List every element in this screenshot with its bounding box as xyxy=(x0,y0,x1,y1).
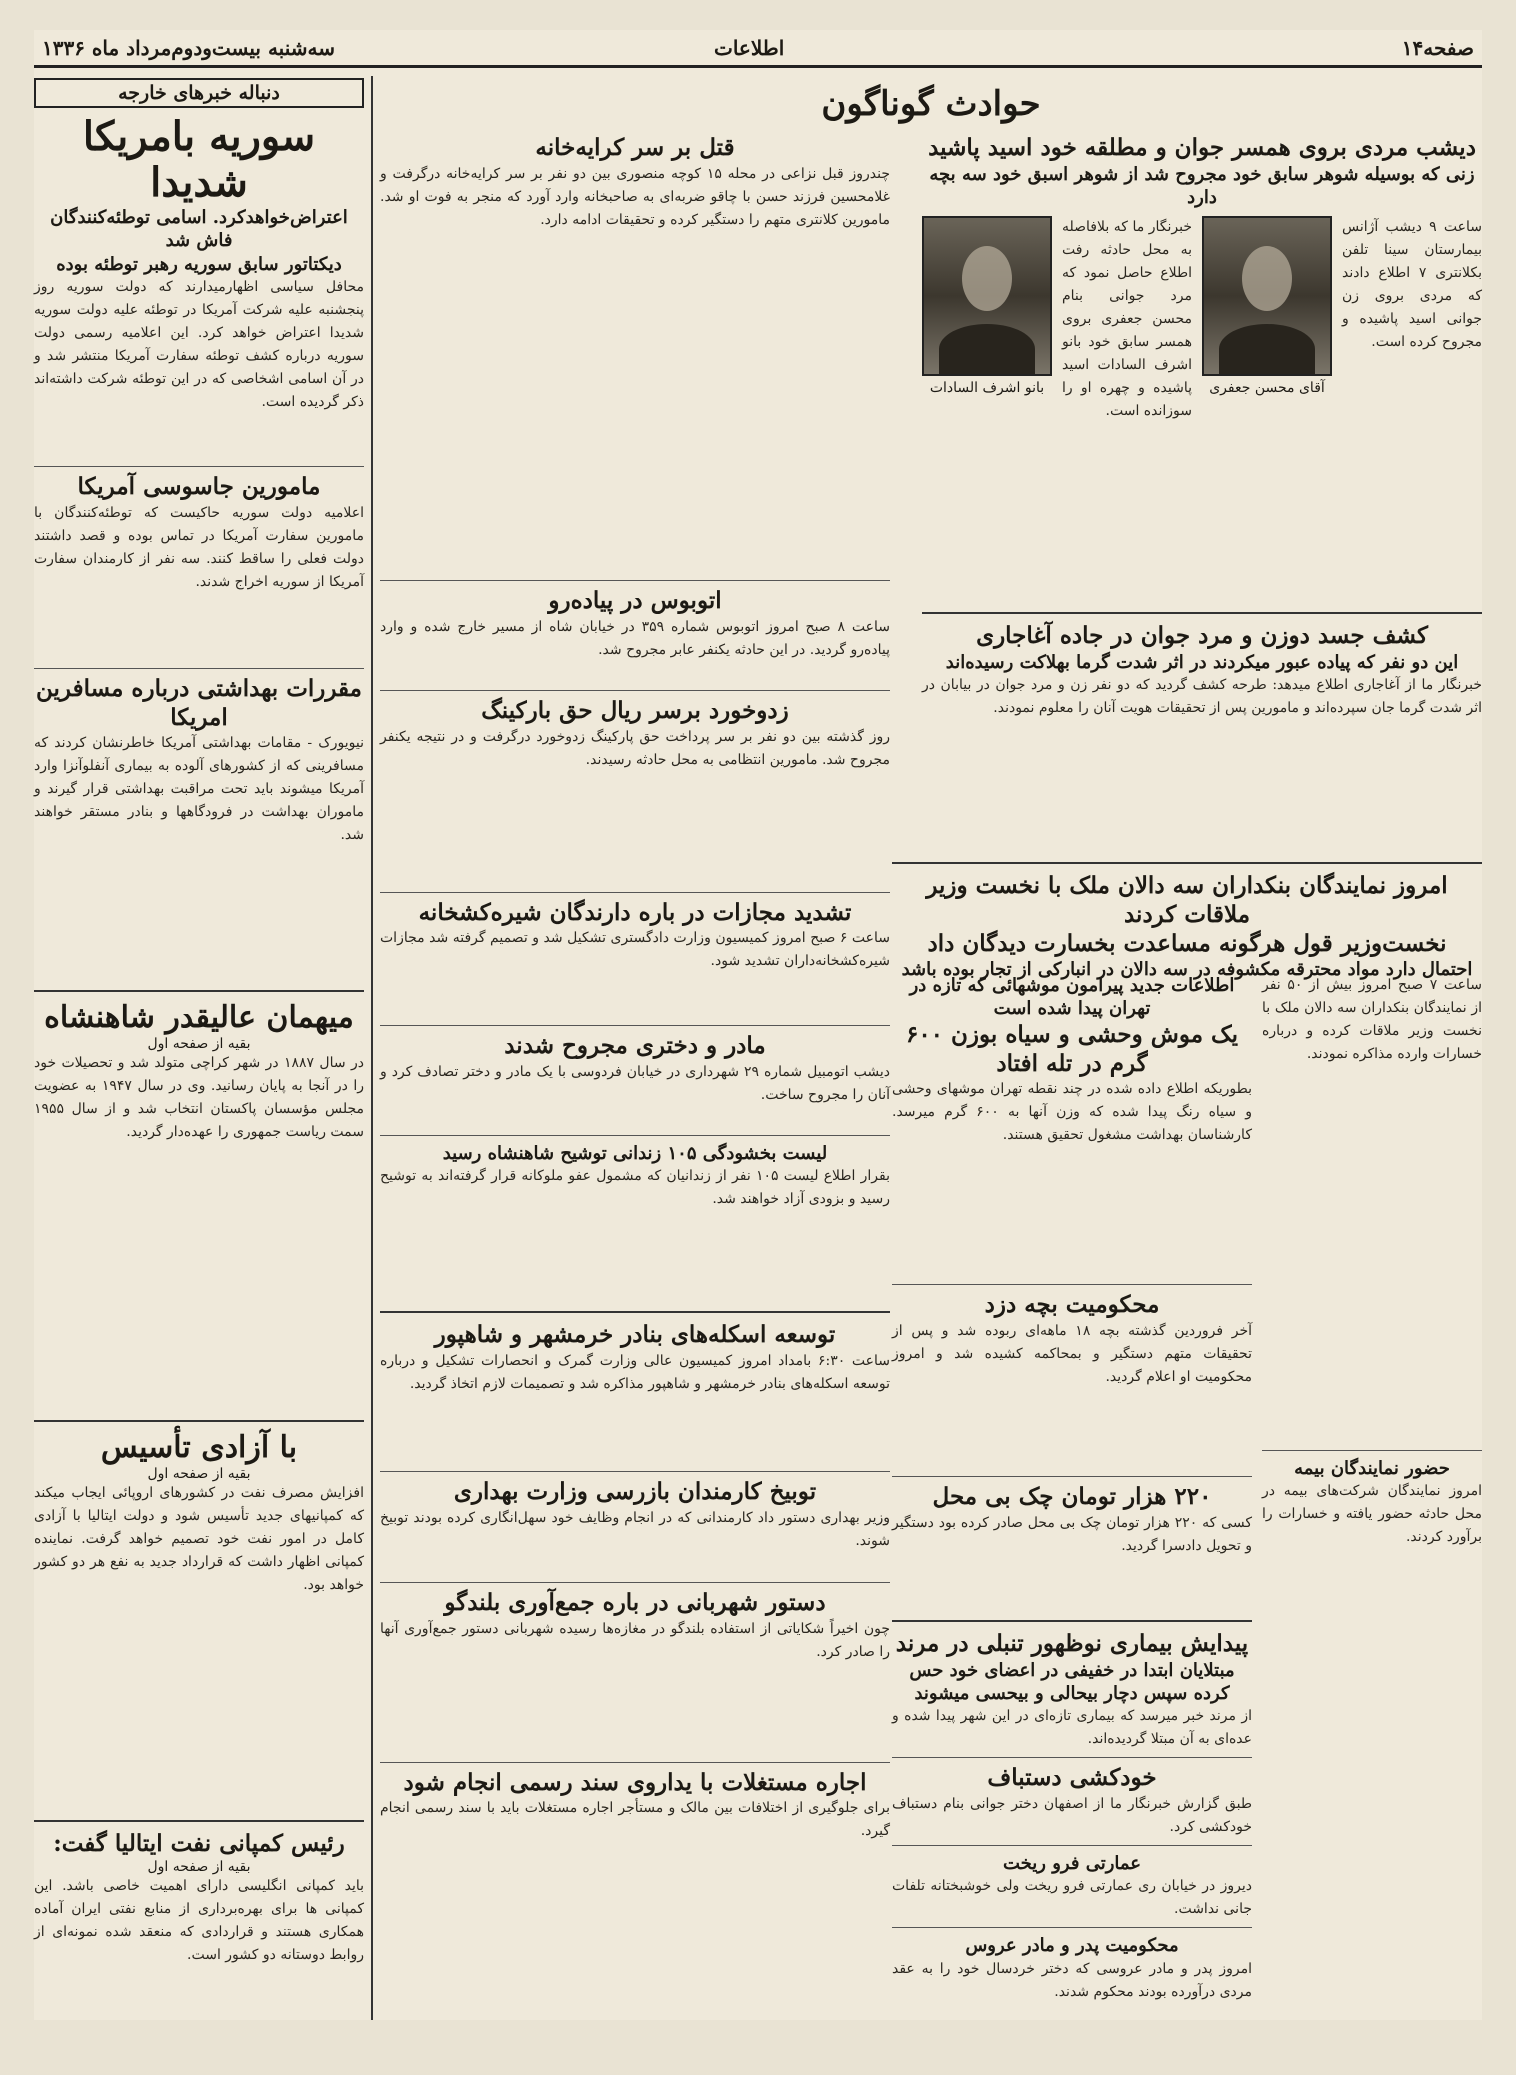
bad-check-body: کسی که ۲۲۰ هزار تومان چک بی محل صادر کرده بود دستگیر و تحویل دادسرا گردید. xyxy=(892,1514,1252,1554)
bad-check-headline: ۲۲۰ هزار تومان چک بی محل xyxy=(932,1483,1212,1511)
syria-headline: سوریه بامریکا شدیدا xyxy=(82,113,316,206)
guest-headline: میهمان عالیقدر شاهنشاه xyxy=(44,1000,354,1036)
freedom-note: بقیه از صفحه اول xyxy=(147,1466,251,1483)
paper-name: اطلاعات xyxy=(714,36,785,60)
masthead xyxy=(34,30,1482,68)
rent-murder-body: چندروز قبل نزاعی در محله ۱۵ کوچه منصوری بین دو نفر بر سر کرایه‌خانه درگرفت و غلامحسین فرزند حسن با چاقو ضربه‌ای به صاحبخانه وارد آورد که منجر به فوت او شد. مامورین کلانتری متهم را دستگیر کرده و تحقیقات ادامه دارد. xyxy=(380,165,890,228)
merchants-subhead: نخست‌وزیر قول هرگونه مساعدت بخسارت دیدگان داد xyxy=(927,929,1447,957)
photo-mohsen-jafari-caption: آقای محسن جعفری xyxy=(1209,379,1325,396)
collapse-headline: عمارتی فرو ریخت xyxy=(1002,1853,1142,1875)
syria-body: محافل سیاسی اظهارمیدارند که دولت سوریه روز پنجشنبه علیه شرکت آمریکا در توطئه علیه دولت سوریه شدیدا اعتراض خواهد کرد. این اعلامیه رسمی دولت سوریه درباره کشف توطئه سفارت آمریکا منتشر شد و در آن اسامی اشخاصی که در این توطئه شرکت داشته‌اند ذکر گردیده است. xyxy=(34,279,364,411)
spies-body: اعلامیه دولت سوریه حاکیست که توطئه‌کنندگان با مامورین سفارت آمریکا در تماس بوده و قصد داشتند دولت فعلی را ساقط کنند. سه نفر از کارمندان سفارت آمریکا از سوریه اخراج شدند. xyxy=(34,504,364,590)
acid-body-a: ساعت ۹ دیشب آژانس بیمارستان سینا تلفن بکلانتری ۷ اطلاع دادند که مردی بروی زن جوانی اسید پاشیده و مجروح کرده است. xyxy=(1342,218,1483,350)
divider xyxy=(892,1620,1252,1622)
divider xyxy=(380,1135,890,1136)
page-number: صفحه۱۴ xyxy=(1401,36,1474,60)
bus-body: ساعت ۸ صبح امروز اتوبوس شماره ۳۵۹ در خیابان شاه از مسیر خارج شده و وارد پیاده‌رو گردید. در این حادثه یکنفر عابر مجروح شد. xyxy=(380,618,890,658)
divider xyxy=(380,1471,890,1472)
guest-body: در سال ۱۸۸۷ در شهر کراچی متولد شد و تحصیلات خود را در آنجا به پایان رسانید. وی در سال ۱۹۴۷ به عضویت مجلس مؤسسان پاکستان انتخاب شد و از سال ۱۹۵۵ سمت ریاست جمهوری را عهده‌دار گردید. xyxy=(34,1055,364,1141)
spies-headline: مامورین جاسوسی آمریکا xyxy=(77,473,321,501)
merchants-story-head xyxy=(892,854,1482,981)
rats-headline-top: اطلاعات جدید پیرامون موشهائی که تازه در تهران پیدا شده است xyxy=(909,975,1235,1020)
rats-headline: یک موش وحشی و سیاه بوزن ۶۰۰ گرم در تله افتاد xyxy=(905,1020,1239,1077)
divider xyxy=(34,1420,364,1422)
various-events-section xyxy=(380,76,1482,2020)
insurance-headline: حضور نمایندگان بیمه xyxy=(1294,1458,1450,1479)
column-divider xyxy=(371,76,373,2020)
italy-headline: رئیس کمپانی نفت ایتالیا گفت: xyxy=(53,1830,345,1858)
freedom-body: افزایش مصرف نفت در کشورهای اروپائی ایجاب میکند که کمپانیهای جدید تأسیس شود و دولت ایتالیا با آزادی کامل در امور نفت خود تصمیم خواهد گرفت. نماینده کمپانی اظهار داشت که قرارداد جدید به نفع هر دو کشور خواهد بود. xyxy=(34,1485,364,1594)
divider xyxy=(892,1284,1252,1285)
marand-headline: پیدایش بیماری نوظهور تنبلی در مرند xyxy=(895,1629,1249,1657)
divider xyxy=(380,1762,890,1763)
rats-body: بطوریکه اطلاع داده شده در چند نقطه تهران موشهای وحشی و سیاه رنگ پیدا شده که وزن آنها به ۶۰۰ گرم میرسد. کارشناسان بهداشت مشغول تحقیق هستند. xyxy=(892,1081,1252,1144)
acid-body-b: خبرنگار ما که بلافاصله به محل حادثه رفت اطلاع حاصل نمود که مرد جوانی بنام محسن جعفری بروی همسر سابق خود بانو اشرف السادات اسید پاشیده و چهره او را سوزانده است. xyxy=(1062,218,1192,419)
health-inspectors-body: وزیر بهداری دستور داد کارمندانی که در انجام وظایف خود سهل‌انگاری کرده بودند توبیخ شوند. xyxy=(380,1509,890,1549)
divider xyxy=(922,612,1482,614)
divider xyxy=(380,580,890,581)
marand-subhead: مبتلایان ابتدا در خفیفی در اعضای خود حس کرده سپس دچار بیحالی و بیحسی میشوند xyxy=(909,1659,1235,1704)
right-middle-stories xyxy=(892,974,1252,2020)
health-headline: مقررات بهداشتی درباره مسافرین امریکا xyxy=(35,674,363,731)
bodies-found-story xyxy=(922,604,1482,844)
italy-body: باید کمپانی انگلیسی دارای اهمیت خاصی باشد. این کمپانی ها برای بهره‌برداری از منابع نفتی ایران آماده همکاری هستند و قراردادی که منعقد شده نمونه‌ای از روابط دوستانه دو کشور است. xyxy=(34,1878,364,1964)
divider xyxy=(1262,1450,1482,1451)
photo-ashraf-sadat-caption: بانو اشرف السادات xyxy=(929,379,1045,396)
divider xyxy=(892,1927,1252,1928)
bus-headline: اتوبوس در پیاده‌رو xyxy=(548,587,722,614)
divider xyxy=(34,990,364,992)
left-stories xyxy=(380,574,890,2020)
opium-headline: تشدید مجازات در باره دارندگان شیره‌کشخانه xyxy=(418,898,852,926)
loudspeaker-headline: دستور شهربانی در باره جمع‌آوری بلندگو xyxy=(444,1588,826,1616)
child-thief-headline: محکومیت بچه دزد xyxy=(984,1291,1160,1319)
bodies-found-body: خبرنگار ما از آغاجاری اطلاع میدهد: طرحه کشف گردید که دو نفر زن و مرد جوان در بیابان در اثر شدت گرما جان سپرده‌اند و مامورین پس از تحقیقات هویت آنان را معلوم نمودند. xyxy=(922,677,1482,717)
guest-note: بقیه از صفحه اول xyxy=(147,1036,251,1053)
section-banner: حوادث گوناگون xyxy=(821,84,1041,124)
divider xyxy=(892,1476,1252,1477)
divider xyxy=(892,1845,1252,1846)
photo-mohsen-jafari xyxy=(1202,216,1332,376)
foreign-news-column xyxy=(34,76,364,2020)
merchants-body: ساعت ۷ صبح امروز بیش از ۵۰ نفر از نمایندگان بنکداران سه دالان ملک با نخست وزیر ملاقات کرده و درباره خسارات وارده مذاکره نمودند. xyxy=(1262,977,1483,1062)
bodies-found-headline: کشف جسد دوزن و مرد جوان در جاده آغاجاری xyxy=(976,622,1428,649)
divider xyxy=(380,1025,890,1026)
rent-murder-headline: قتل بر سر کرایه‌خانه xyxy=(535,134,735,161)
mother-daughter-headline: مادر و دختری مجروح شدند xyxy=(504,1032,766,1060)
freedom-headline: با آزادی تأسیس xyxy=(100,1430,298,1466)
insurance-body: امروز نمایندگان شرکت‌های بیمه در محل حادثه حضور یافته و خسارات را برآورد کردند. xyxy=(1262,1483,1482,1546)
parking-body: روز گذشته بین دو نفر بر سر پرداخت حق پارکینگ زدوخورد درگرفت و در نتیجه یکنفر مجروح شد. مامورین انتظامی به محل حادثه رسیدند. xyxy=(380,728,890,768)
marand-body: از مرند خبر میرسد که بیماری تازه‌ای در این شهر پیدا شده و عده‌ای به آن مبتلا گردیده‌اند. xyxy=(892,1708,1252,1748)
loudspeaker-body: چون اخیراً شکایاتی از استفاده بلندگو در مغازه‌ها رسیده شهربانی دستور جمع‌آوری آنها را صادر کرد. xyxy=(380,1620,890,1660)
bride-parents-headline: محکومیت پدر و مادر عروس xyxy=(965,1935,1179,1957)
newspaper-page xyxy=(34,30,1482,2020)
lease-body: برای جلوگیری از اختلافات بین مالک و مستأجر اجاره مستغلات باید با سند رسمی انجام گیرد. xyxy=(380,1800,890,1840)
opium-body: ساعت ۶ صبح امروز کمیسیون وزارت دادگستری تشکیل شد و تصمیم گرفته شد مجازات شیره‌کشخانه‌داران تشدید شود. xyxy=(380,930,890,970)
italy-note: بقیه از صفحه اول xyxy=(147,1859,251,1876)
foreign-news-kicker: دنباله خبرهای خارجه xyxy=(34,78,364,108)
divider xyxy=(892,862,1482,864)
pardon-headline: لیست بخشودگی ۱۰۵ زندانی توشیح شاهنشاه رسید xyxy=(442,1143,828,1164)
divider xyxy=(34,466,364,467)
suicide-headline: خودکشی دستباف xyxy=(987,1764,1157,1792)
health-inspectors-headline: توبیخ کارمندان بازرسی وزارت بهداری xyxy=(453,1478,817,1506)
divider xyxy=(380,1582,890,1583)
acid-story xyxy=(922,134,1482,594)
ports-body: ساعت ۶:۳۰ بامداد امروز کمیسیون عالی وزارت گمرک و انحصارات تشکیل و درباره توسعه اسکله‌های بنادر خرمشهر و شاهپور مذاکره شد و تصمیمات لازم اتخاذ گردید. xyxy=(380,1353,890,1393)
divider xyxy=(380,690,890,691)
merchants-headline: امروز نمایندگان بنکداران سه دالان ملک با نخست وزیر ملاقات کردند xyxy=(926,872,1448,928)
merchants-subhead-2: احتمال دارد مواد محترقه مکشوفه در سه دالان در انبارکی از تجار بوده باشد xyxy=(901,959,1473,981)
suicide-body: طبق گزارش خبرنگار ما از اصفهان دختر جوانی بنام دستباف خودکشی کرد. xyxy=(892,1796,1252,1836)
health-body: نیویورک - مقامات بهداشتی آمریکا خاطرنشان کردند که مسافرینی که از کشورهای آلوده به بیماری آنفلوآنزا وارد آمریکا میشوند باید تحت مراقبت بهداشتی قرار گیرند و ماموران بهداشت در فرودگاهها و بنادر مستقر خواهند شد. xyxy=(34,735,364,844)
mother-daughter-body: دیشب اتومبیل شماره ۲۹ شهرداری در خیابان فردوسی با یک مادر و دختر تصادف کرد و آنان را مجروح ساخت. xyxy=(380,1064,890,1103)
photo-ashraf-sadat xyxy=(922,216,1052,376)
syria-subhead: اعتراض‌خواهدکرد. اسامی توطئه‌کنندگان فاش شد xyxy=(50,207,348,252)
parking-headline: زدوخورد برسر ریال حق بارکینگ xyxy=(481,696,789,724)
merchants-body-column xyxy=(1262,974,1482,2020)
collapse-body: دیروز در خیابان ری عمارتی فرو ریخت ولی خوشبختانه تلفات جانی نداشت. xyxy=(892,1878,1252,1918)
pardon-body: بقرار اطلاع لیست ۱۰۵ نفر از زندانیان که مشمول عفو ملوکانه قرار گرفته‌اند به توشیح رسید و بزودی آزاد خواهند شد. xyxy=(380,1168,891,1208)
lease-headline: اجاره مستغلات با یداروی سند رسمی انجام شود xyxy=(403,1768,867,1796)
ports-headline: توسعه اسکله‌های بنادر خرمشهر و شاهپور xyxy=(434,1321,836,1349)
divider xyxy=(380,1311,890,1313)
acid-headline: دیشب مردی بروی همسر جوان و مطلقه خود اسید پاشید xyxy=(928,134,1476,161)
bride-parents-body: امروز پدر و مادر عروسی که دختر خردسال خود را به عقد مردی درآورده بودند محکوم شدند. xyxy=(892,1960,1252,2000)
rent-murder-story xyxy=(380,134,890,564)
bodies-found-subhead: این دو نفر که پیاده عبور میکردند در اثر شدت گرما بهلاکت رسیده‌اند xyxy=(945,651,1459,673)
syria-subhead-2: دیکتاتور سابق سوریه رهبر توطئه بوده xyxy=(56,253,342,275)
divider xyxy=(34,1820,364,1822)
divider xyxy=(34,668,364,669)
issue-date: سه‌شنبه بیست‌ودوم‌مرداد ماه ۱۳۳۶ xyxy=(42,36,335,60)
divider xyxy=(892,1757,1252,1758)
child-thief-body: آخر فروردین گذشته بچه ۱۸ ماهه‌ای ربوده شد و پس از تحقیقات متهم دستگیر و بمحاکمه کشیده شد و امروز محکومیت او اعلام گردید. xyxy=(892,1323,1252,1386)
acid-subhead: زنی که بوسیله شوهر سابق خود مجروح شد از شوهر اسبق خود سه بچه دارد xyxy=(929,163,1475,209)
divider xyxy=(380,892,890,893)
